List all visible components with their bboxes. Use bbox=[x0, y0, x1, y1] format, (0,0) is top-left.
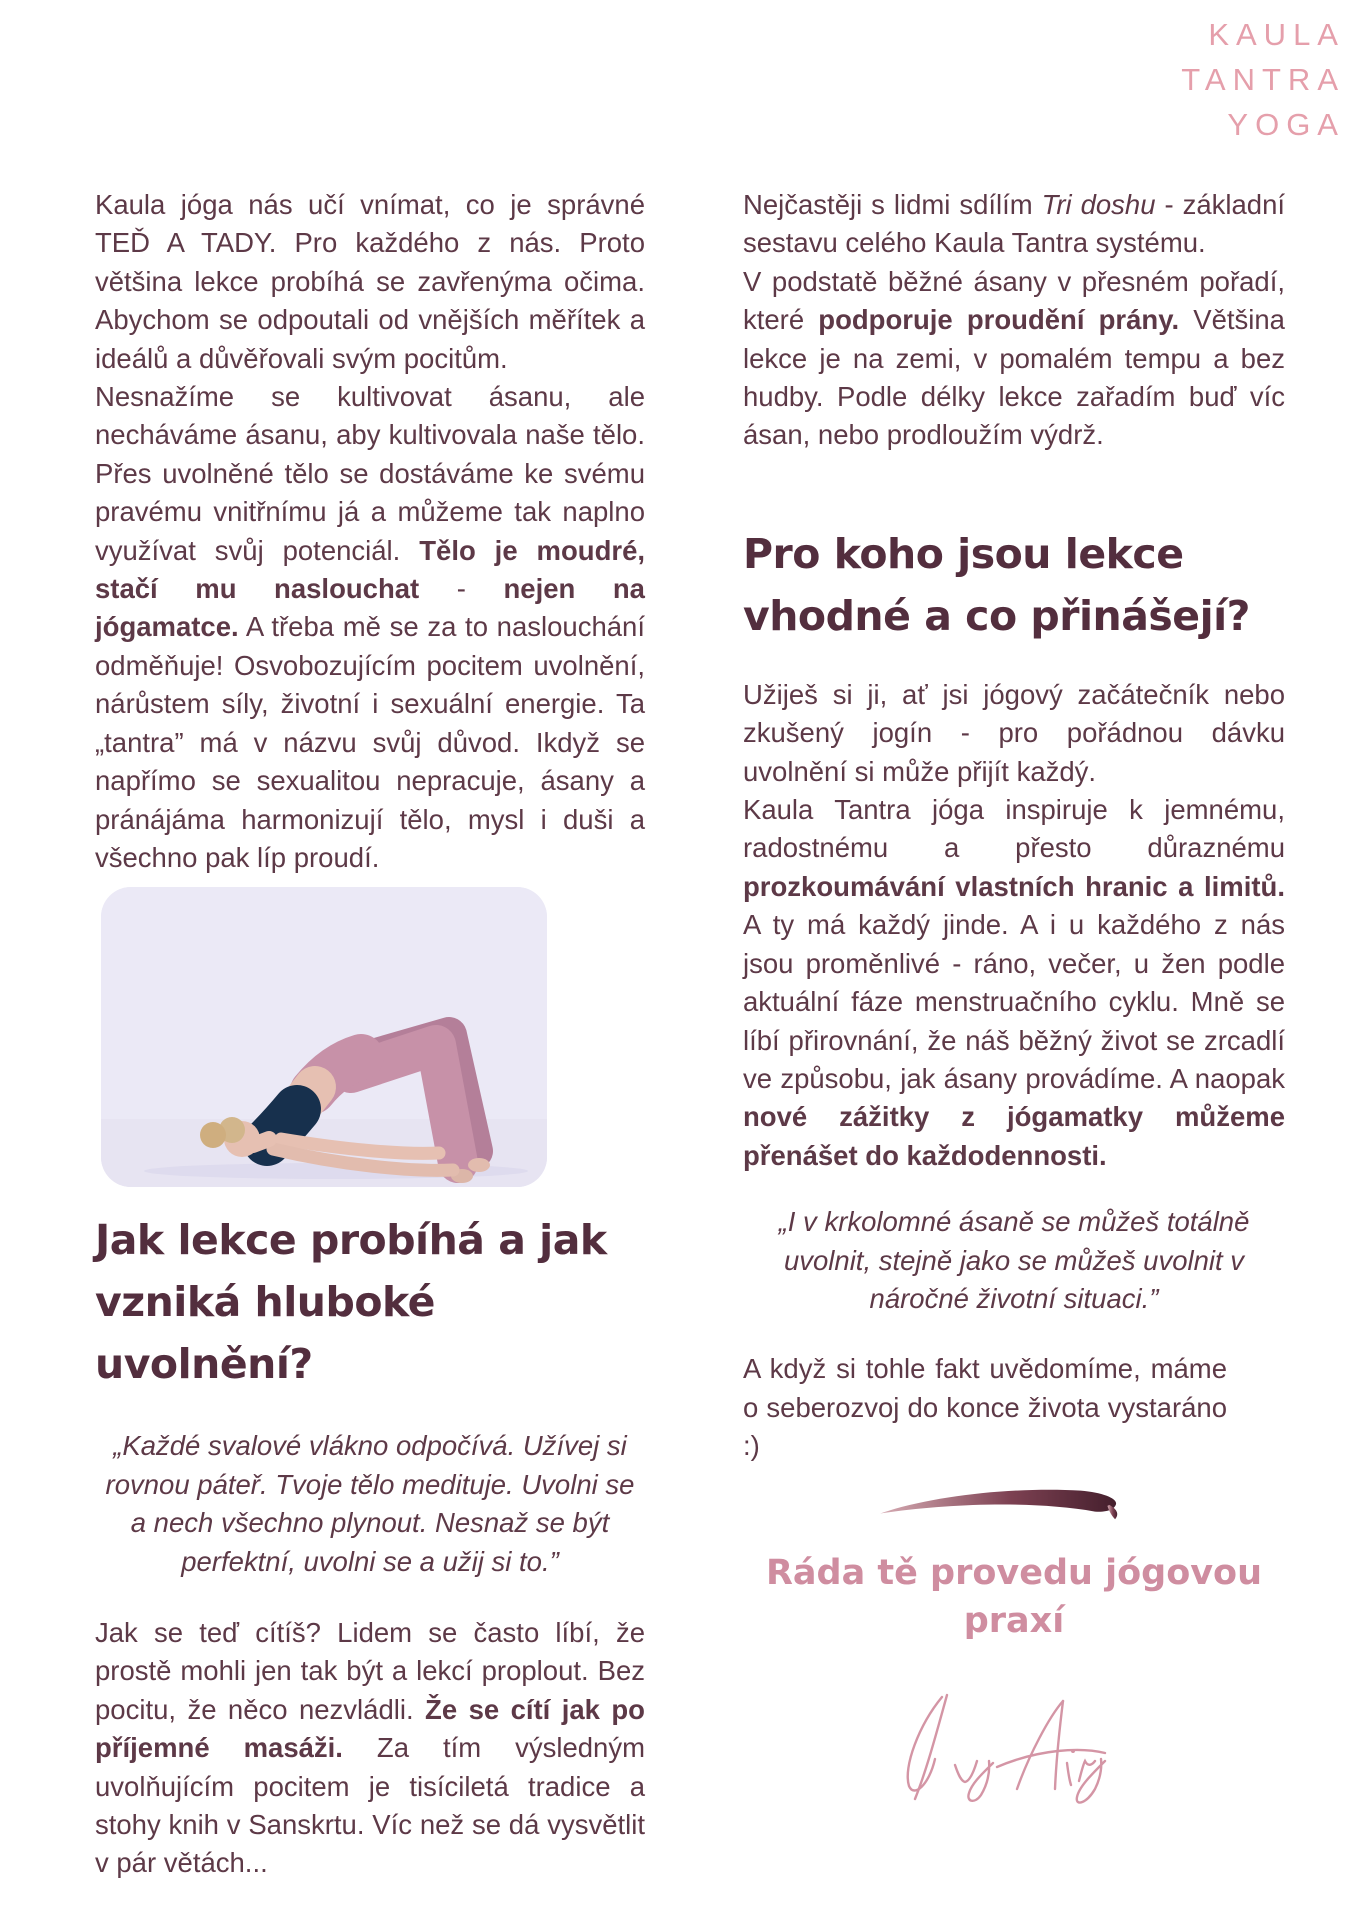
signature-script bbox=[859, 1689, 1109, 1819]
right-paragraph-3: Užiješ si ji, ať jsi jógový začátečník nebo zkušený jogín - pro pořádnou dávku uvolnění si může přijít každý. bbox=[743, 678, 1285, 787]
left-paragraph-1: Kaula jóga nás učí vnímat, co je správné TEĎ A TADY. Pro každého z nás. Proto většina lekce probíhá se zavřenýma očima. Abychom se odpoutali od vnějších měřítek a ideálů a důvěřovali svým pocitům. bbox=[95, 189, 645, 374]
brand-logo-line-3: YOGA bbox=[1227, 107, 1345, 142]
right-paragraph-1: Nejčastěji s lidmi sdílím Tri doshu - základní sestavu celého Kaula Tantra systému. bbox=[743, 189, 1286, 259]
brush-stroke-divider bbox=[873, 1482, 1130, 1524]
left-quote: „Každé svalové vlákno odpočívá. Užívej si rovnou páteř. Tvoje tělo medituje. Uvolni se a nech všechno plynout. Nesnaž se být perfektní, uvolni se a užij si to.” bbox=[105, 1430, 635, 1577]
left-section-heading: Jak lekce probíhá a jak vzniká hluboké uvolnění? bbox=[95, 1216, 607, 1389]
left-column bbox=[95, 186, 645, 1883]
right-column bbox=[743, 186, 1285, 1819]
brush-stroke-icon bbox=[873, 1482, 1130, 1524]
yoga-bridge-pose-photo bbox=[101, 887, 547, 1187]
signature-ivy-airy-icon bbox=[859, 1689, 1109, 1819]
brand-logo bbox=[1181, 12, 1345, 147]
bridge-pose-illustration bbox=[101, 887, 547, 1187]
right-quote: „I v krkolomné ásaně se můžeš totálně uvolnit, stejně jako se můžeš uvolnit v náročné životní situaci.” bbox=[778, 1206, 1250, 1314]
cta-heading: Ráda tě provedu jógovou praxí bbox=[765, 1552, 1263, 1641]
right-section-heading: Pro koho jsou lekce vhodné a co přinášejí? bbox=[743, 529, 1250, 640]
right-paragraph-5: A když si tohle fakt uvědomíme, máme o seberozvoj do konce života vystaráno :) bbox=[743, 1353, 1227, 1462]
brand-logo-line-2: TANTRA bbox=[1181, 62, 1345, 97]
right-paragraph-4: Kaula Tantra jóga inspiruje k jemnému, radostnému a přesto důraznému prozkoumávání vlastních hranic a limitů. A ty má každý jinde. A i u každého z nás jsou proměnlivé - ráno, večer, u žen podle aktuální fáze menstruačního cyklu. Mně se líbí přirovnání, že náš běžný život se zrcadlí ve způsobu, jak ásany provádíme. A naopak nové zážitky z jógamatky můžeme přenášet do každodennosti. bbox=[743, 794, 1285, 1171]
left-paragraph-2: Nesnažíme se kultivovat ásanu, ale necháváme ásanu, aby kultivovala naše tělo. Přes uvolněné tělo se dostáváme ke svému pravému vnitřnímu já a můžeme tak naplno využívat svůj potenciál. Tělo je moudré, stačí mu naslouchat - nejen na jógamatce. A třeba mě se za to naslouchání odměňuje! Osvobozujícím pocitem uvolnění, nárůstem síly, životní i sexuální energie. Ta „tantra” má v názvu svůj důvod. Ikdyž se napřímo se sexualitou nepracuje, ásany a pránájáma harmonizují tělo, mysl i duši a všechno pak líp proudí. bbox=[95, 381, 646, 873]
left-paragraph-3: Jak se teď cítíš? Lidem se často líbí, že prostě mohli jen tak být a lekcí proplout. Bez pocitu, že něco nezvládli. Že se cítí jak po příjemné masáži. Za tím výsledným uvolňujícím pocitem je tisíciletá tradice a stohy knih v Sanskrtu. Víc než se dá vysvětlit v pár větách... bbox=[95, 1616, 646, 1879]
right-paragraph-2: V podstatě běžné ásany v přesném pořadí, které podporuje proudění prány. Většina lekce je na zemi, v pomalém tempu a bez hudby. Podle délky lekce zařadím buď víc ásan, nebo prodloužím výdrž. bbox=[743, 265, 1285, 451]
brand-logo-line-1: KAULA bbox=[1208, 17, 1345, 52]
